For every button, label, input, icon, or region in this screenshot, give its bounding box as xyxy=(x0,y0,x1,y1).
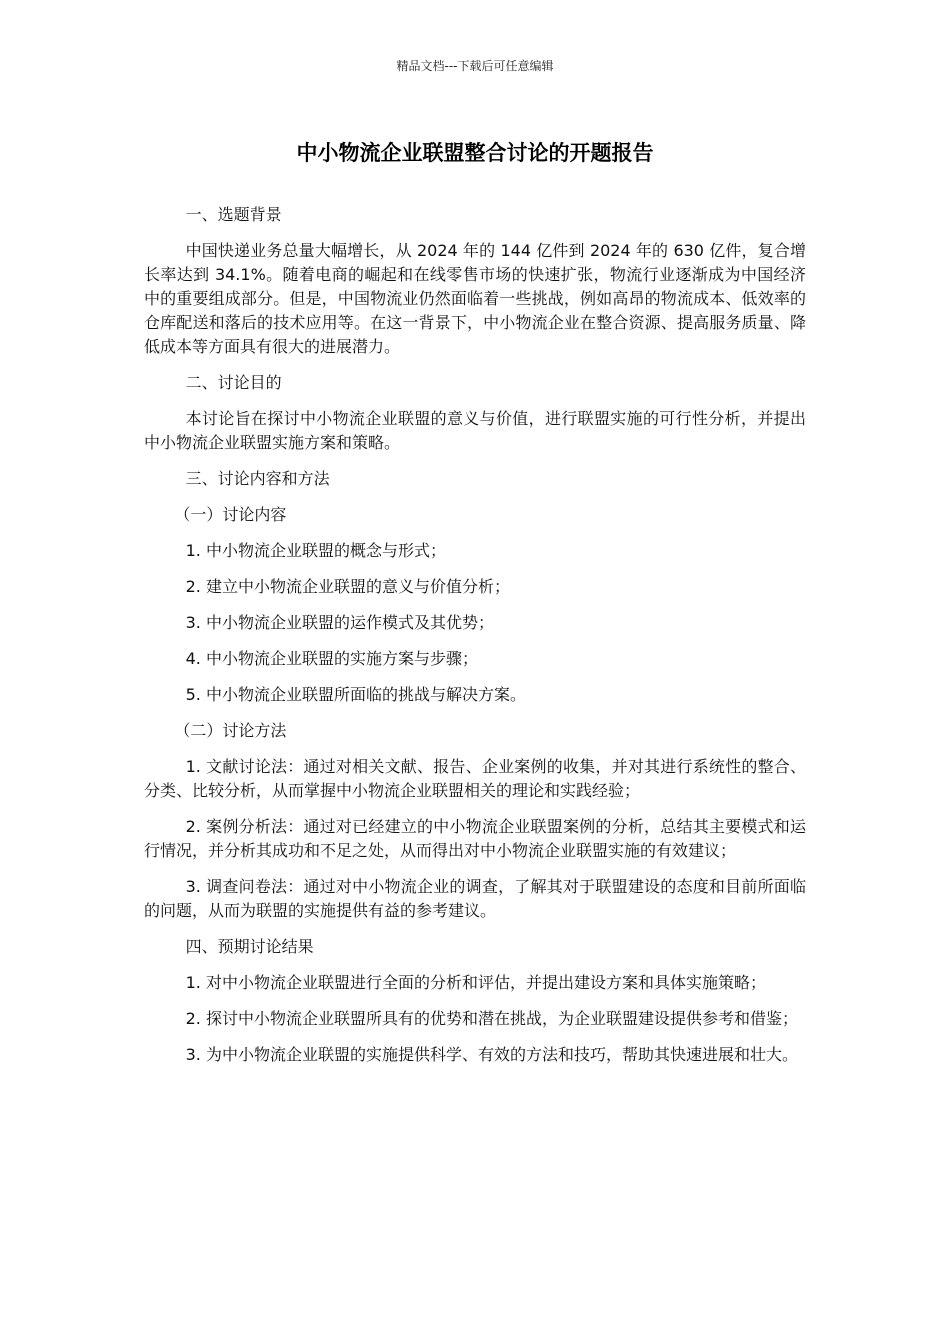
content-list-item: 4. 中小物流企业联盟的实施方案与步骤； xyxy=(185,649,478,668)
result-list-item: 3. 为中小物流企业联盟的实施提供科学、有效的方法和技巧，帮助其快速进展和壮大。 xyxy=(185,1045,798,1064)
content-list-item: 2. 建立中小物流企业联盟的意义与价值分析； xyxy=(185,577,510,596)
paragraph-background: 中国快递业务总量大幅增长，从 2024 年的 144 亿件到 2024 年的 630 亿件，复合增长率达到 34.1%。随着电商的崛起和在线零售市场的快速扩张，物流行业逐渐成为中国经济中的重要组成部分。但是，中国物流业仍然面临着一些挑战，例如高昂的物流成本、低效率的仓库配送和落后的技术应用等。在这一背景下，中小物流企业在整合资源、提高服务质量、降低成本等方面具有很大的进展潜力。 xyxy=(144,241,806,356)
section-heading-expected-results: 四、预期讨论结果 xyxy=(185,937,314,956)
subsection-heading-methods: （二）讨论方法 xyxy=(174,721,287,740)
result-list-item: 2. 探讨中小物流企业联盟所具有的优势和潜在挑战，为企业联盟建设提供参考和借鉴； xyxy=(185,1009,798,1028)
paragraph-purpose: 本讨论旨在探讨中小物流企业联盟的意义与价值，进行联盟实施的可行性分析，并提出中小物流企业联盟实施方案和策略。 xyxy=(144,409,806,452)
method-list-item: 2. 案例分析法：通过对已经建立的中小物流企业联盟案例的分析，总结其主要模式和运行情况，并分析其成功和不足之处，从而得出对中小物流企业联盟实施的有效建议； xyxy=(144,817,806,860)
content-list-item: 5. 中小物流企业联盟所面临的挑战与解决方案。 xyxy=(185,685,526,704)
section-heading-background: 一、选题背景 xyxy=(185,205,282,224)
content-list-item: 1. 中小物流企业联盟的概念与形式； xyxy=(185,541,446,560)
result-list-item: 1. 对中小物流企业联盟进行全面的分析和评估，并提出建设方案和具体实施策略； xyxy=(185,973,766,992)
page-header: 精品文档---下载后可任意编辑 xyxy=(396,59,554,73)
document-body xyxy=(144,203,806,1079)
document-title: 中小物流企业联盟整合讨论的开题报告 xyxy=(296,141,654,165)
method-list-item: 1. 文献讨论法：通过对相关文献、报告、企业案例的收集，并对其进行系统性的整合、分类、比较分析，从而掌握中小物流企业联盟相关的理论和实践经验； xyxy=(144,757,806,800)
subsection-heading-content: （一）讨论内容 xyxy=(174,505,287,524)
section-heading-content-methods: 三、讨论内容和方法 xyxy=(185,469,330,488)
content-list-item: 3. 中小物流企业联盟的运作模式及其优势； xyxy=(185,613,494,632)
method-list-item: 3. 调查问卷法：通过对中小物流企业的调查，了解其对于联盟建设的态度和目前所面临的问题，从而为联盟的实施提供有益的参考建议。 xyxy=(144,877,806,920)
section-heading-purpose: 二、讨论目的 xyxy=(185,373,282,392)
